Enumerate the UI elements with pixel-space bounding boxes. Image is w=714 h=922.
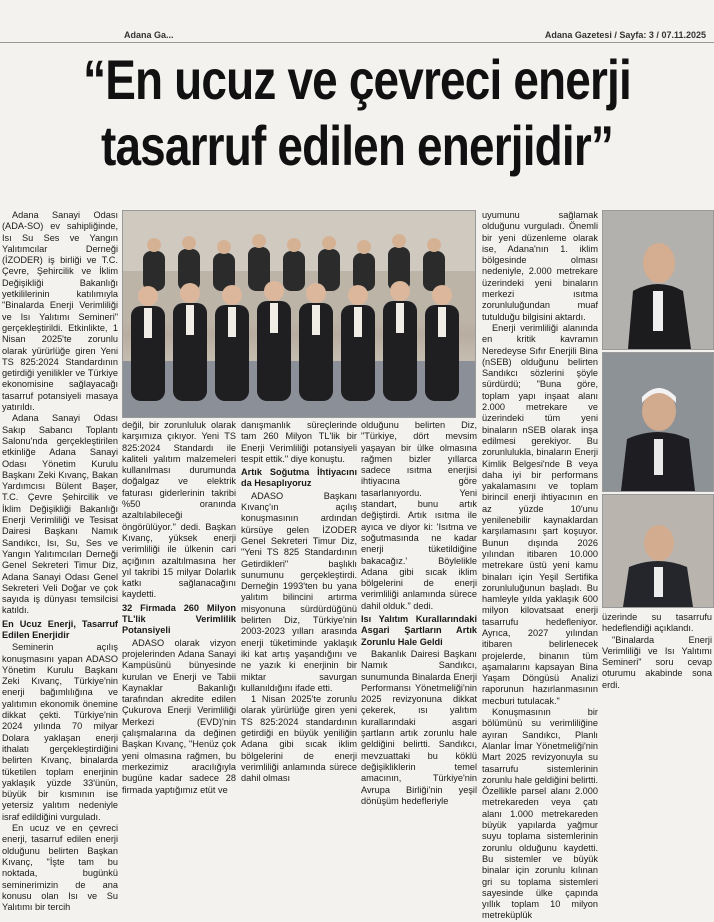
paragraph: En ucuz ve en çevreci enerji, tasarruf edilen enerji olduğunu belirten Başkan Kıvanç, "İşte tam bu noktada, bugünkü seminerimizin de ana konusu olan Isı ve Su Yalıtımı bir tercih <box>2 823 118 913</box>
speaker-1-illustration <box>603 211 713 349</box>
paragraph: Adana Sanayi Odası Sakıp Sabancı Toplantı Salonu'nda gerçekleştirilen etkinliğe Adana Sanayi Odası Yönetim Kurulu Başkanı Zeki Kıvanç, Bakan Yardımcısı Bülent Başer, T.C. Çevre Şehircilik ve İklim Değişikliği Bakanlığı Enerji Verimliliği ve Tesisat Dairesi Başkanı Namık Sandıkcı, Isı, Su, Ses ve Yangın Yalıtımcıları Derneği Genel Sekreteri Timur Diz, Adana Sanayi Odası Genel Sekreteri Veli Doğar ve çok sayıda iş dünyası temsilcisi katıldı. <box>2 413 118 616</box>
paragraph: Adana Sanayi Odası (ADA-SO) ev sahipliğinde, Isı Su Ses ve Yangın Yalıtımcılar Derneği (İZODER) iş birliği ve T.C. Çevre, Şehircilik ve İklim Değişikliği Bakanlığı yetkililerinin katılımıyla "Binalarda Enerji Verimliliği ve Isı Yalıtımı Semineri" gerçekleştirildi. Etkinlikte, 1 Nisan 2025'te zorunlu olarak yürürlüğe giren Yeni TS 825:2024 Standardının getirdiği yenilikler ve Türkiye ekonomisine sağlayacağı tasarruf potansiyeli masaya yatırıldı. <box>2 210 118 413</box>
article-column-5 <box>482 210 598 921</box>
paragraph: ADASO olarak vizyon projelerinden Adana Sanayi Kampüsünü bünyesinde kurulan ve Enerji ve Tabii Kaynaklar Bakanlığı tarafından akredite edilen Çukurova Enerji Verimliliği Merkezi (EVD)'nin çalışmalarına da değinen Başkan Kıvanç, "Henüz çok yeni olmasına rağmen, bu merkezimiz aracılığıyla bugüne kadar sadece 28 firmada yaptığımız etüt ve <box>122 637 236 795</box>
paragraph: danışmanlık süreçlerinde tam 260 Milyon TL'lik bir Enerji Verimliliği potansiyeli tespit ettik." diye konuştu. <box>241 420 357 464</box>
paragraph: üzerinde su tasarrufu hedeflendiği açıklandı. <box>602 612 712 634</box>
paragraph: "Binalarda Enerji Verimliliği ve Isı Yalıtımı Semineri" soru cevap oturumu akabinde sona erdi. <box>602 634 712 690</box>
article-column-3 <box>241 420 357 784</box>
article-column-1 <box>2 210 118 913</box>
publication-page-info: Adana Gazetesi / Sayfa: 3 / 07.11.2025 <box>544 30 706 40</box>
page-header <box>0 0 714 46</box>
paragraph: Enerji verimliliği alanında en kritik kavramın Neredeyse Sıfır Enerjili Bina (nSEB) olduğunu belirten Sandıkcı sözlerini şöyle sürdürdü; "Buna göre, toplam yapı inşaat alanı 2.000 metrekare ve üzerindeki tüm yeni binaların nSEB olarak inşa edilmesi gerekiyor. Bu zorunlulukla, binaların Enerji Kimlik Belgesi'nde B veya daha iyi bir performans yakalamasını ve toplam birincil enerji ihtiyacının en az yüzde 10'unu yenilenebilir kaynaklardan karşılamasını şart koşuyor. Bunun dışında 2026 yılından itibaren 10.000 metrekare üstü yeni kamu binaları için Yeşil Sertifika zorunluluğunun başladı. Bu hamleyle yılda yaklaşık 600 milyon kilovatsaat enerji tasarrufu hedefleniyor. Ayrıca, 2027 yılından itibaren belirlenecek projelerde, binanın tüm aşamalarını kapsayan Bina Yaşam Döngüsü Analizi raporunun hazırlanmasının mecburi tutulacak." <box>482 322 598 706</box>
speaker-photo-2 <box>602 352 714 492</box>
subheading: Artık Soğutma İhtiyacını da Hesaplıyoruz <box>241 467 357 489</box>
paragraph: ADASO Başkanı Kıvanç'ın açılış konuşmasının ardından kürsüye gelen İZODER Genel Sekreteri Timur Diz, "Yeni TS 825 Standardının Getirdikleri" başlıklı sunumunu gerçekleştirdi. Derneğin 1993'ten bu yana yalıtım bilincini artırma misyonuna sürdürdüğünü belirten Diz, Türkiye'nin 2003-2023 yılları arasında enerji tüketiminde yaklaşık iki kat artış yaşandığını ve ne yazık ki enerjinin bir miktar savurgan kullanıldığını ifade etti. <box>241 490 357 693</box>
paragraph: Seminerin açılış konuşmasını yapan ADASO Yönetim Kurulu Başkanı Zeki Kıvanç, Türkiye'nin enerji bağımlılığına ve yalıtımın ekonomik önemine dikkat çekti. Türkiye'nin 2024 yılında 70 milyar Dolara yaklaşan enerji ithalatı gerçekleştirdiğini belirten Kıvanç, binalarda tüketilen toplam enerjinin yaklaşık yüzde 33'ünün, büyük bir kısmının ise yetersiz yalıtım nedeniyle israf edildiğini vurguladı. <box>2 642 118 822</box>
subheading: 32 Firmada 260 Milyon TL'lik Verimlilik Potansiyeli <box>122 602 236 636</box>
group-photo <box>122 210 476 418</box>
speaker-photo-1 <box>602 210 714 350</box>
paragraph: Konuşmasının bir bölümünü su verimliliğine ayıran Sandıkcı, Planlı Alanlar İmar Yönetmeliği'nin Mart 2025 revizyonuyla su tasarrufu sistemlerinin zorunlu hale geldiğini belirtti. Özellikle parsel alanı 2.000 metrekareden veya çatı alanı 1.000 metrekareden büyük yapılarda yağmur suyu toplama sistemlerinin zorunlu olduğunu kaydetti. Bu sistemler ve büyük binalar için zorunlu kılınan gri su toplama sistemleri sayesinde ülke çapında yıllık toplam 10 milyon metreküplük <box>482 707 598 921</box>
paragraph: uyumunu sağlamak olduğunu vurguladı. Önemli bir yeni düzenleme olarak ise, Adana'nın 1. iklim bölgesinde olması nedeniyle, 2.000 metrekare üzerindeki yeni binaların merkezi ısıtma zorunluluğundan muaf tutulduğu bilgisini aktardı. <box>482 210 598 322</box>
publication-left-label: Adana Ga... <box>124 30 174 40</box>
paragraph: olduğunu belirten Diz, "Türkiye, dört mevsim yaşayan bir ülke olmasına rağmen bizler yıllarca sadece ısıtma enerjisi ihtiyacına göre tasarlanıyordu. Yeni standart, bunu artık değiştirdi. Artık ısıtma ile ayıca ve diyor ki: 'Isıtma ve soğutmasında ne kadar enerji tüketildiğine bakacağız.' Böylelikle Adana gibi sıcak iklim bölgelerini de enerji verimliliği anlamında sürece dahil olduk." dedi. <box>361 420 477 611</box>
speaker-3-illustration <box>603 495 713 607</box>
article-column-4 <box>361 420 477 806</box>
speaker-photo-3 <box>602 494 714 608</box>
article-column-6 <box>602 612 712 700</box>
headline-line-2: tasarruf edilen enerjidir” <box>100 114 614 177</box>
subheading: Isı Yalıtım Kurallarındaki Asgari Şartların Artık Zorunlu Hale Geldi <box>361 614 477 647</box>
paragraph: değil, bir zorunluluk olarak karşımıza çıkıyor. Yeni TS 825:2024 Standardı ile kaliteli yalıtım malzemeleri kullanılması durumunda doğalgaz ve elektrik faturası giderlerinin takribi %50 oranında azaltılabileceği öngörülüyor." dedi. Başkan Kıvanç, yüksek enerji verimliliği ile ülkenin cari açığının azaltılmasına her yıl takribi 15 milyar Dolarlık katkı sağlanacağını kaydetti. <box>122 420 236 600</box>
paragraph: 1 Nisan 2025'te zorunlu olarak yürürlüğe giren yeni TS 825:2024 standardının getirdiği en büyük yeniliğin Adana gibi sıcak iklim bölgelerini de enerji verimliliği anlamında sürece dahil olması <box>241 694 357 784</box>
speaker-2-illustration <box>603 353 713 491</box>
header-rule <box>0 42 714 43</box>
group-photo-illustration <box>123 211 475 417</box>
article-headline <box>64 47 649 179</box>
headline-line-1: “En ucuz ve çevreci enerji <box>83 48 631 111</box>
subheading: En Ucuz Enerji, Tasarruf Edilen Enerjidir <box>2 618 118 640</box>
paragraph: Bakanlık Dairesi Başkanı Namık Sandıkcı, sunumunda Binalarda Enerji Performansı Yönetmeliği'nin 2025 revizyonuna dikkat çekerek, ısı yalıtım kurallarındaki asgari şartların artık zorunlu hale geldiğini belirtti. Sandıkcı, mevzuattaki bu köklü değişikliklerin temel amacının, Türkiye'nin Avrupa Birliği'nin yeşil dönüşüm hedefleriyle <box>361 648 477 806</box>
article-column-2 <box>122 420 236 795</box>
